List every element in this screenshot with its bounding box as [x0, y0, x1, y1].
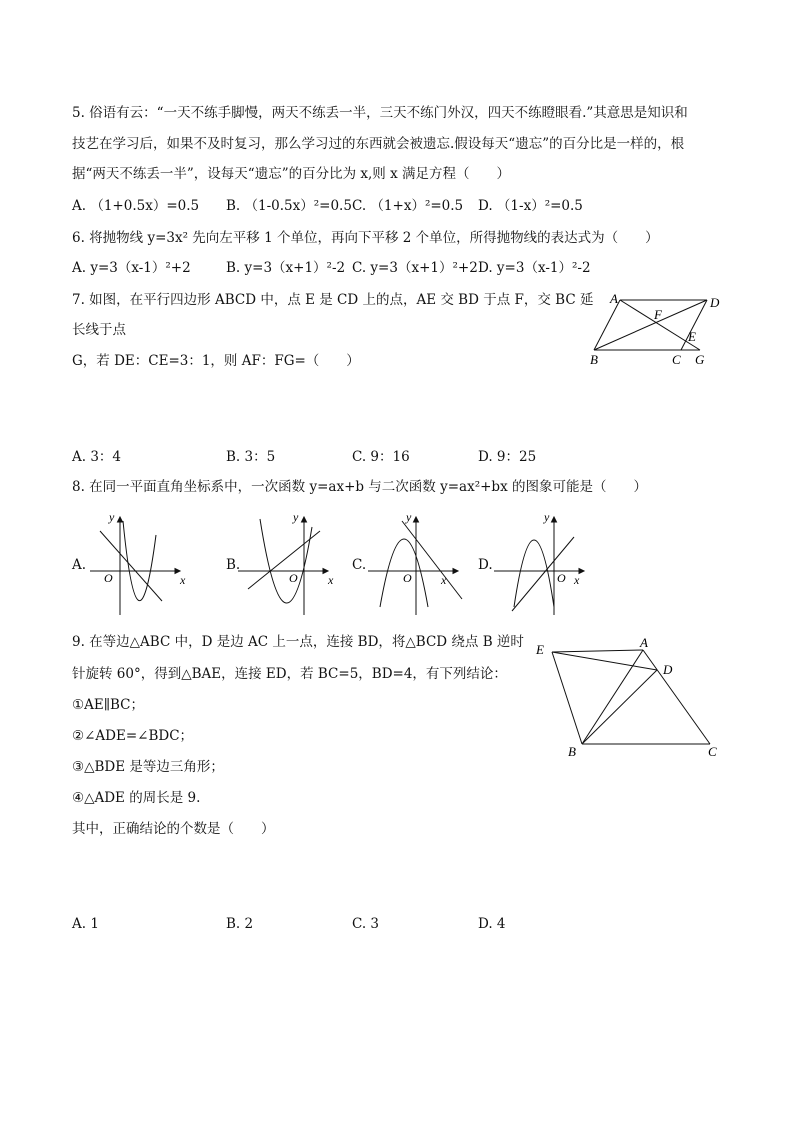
q9-conclusion-1: ①AE∥BC； — [72, 697, 144, 713]
q8-b-x-label: x — [328, 573, 334, 587]
q7-parallelogram-figure — [582, 288, 732, 368]
q5-option-b[interactable]: B. （1-0.5x）²=0.5 — [226, 198, 352, 214]
q6-stem: 6. 将抛物线 y=3x² 先向左平移 1 个单位，再向下平移 2 个单位，所得抛物线的表达式为（ ） — [72, 230, 659, 246]
q7-label-a: A — [610, 291, 618, 306]
q8-graph-c[interactable] — [368, 507, 478, 617]
q9-label-b: B — [568, 744, 576, 759]
q7-label-d: D — [710, 295, 720, 310]
q6-option-d[interactable]: D. y=3（x-1）²-2 — [478, 260, 591, 276]
q9-label-a: A — [640, 635, 648, 650]
q9-label-c: C — [708, 744, 717, 759]
q8-a-x-label: x — [180, 573, 186, 587]
q7-label-b: B — [590, 352, 598, 367]
q8-d-x-label: x — [574, 573, 580, 587]
q8-graph-a[interactable] — [90, 507, 200, 617]
q9-option-b[interactable]: B. 2 — [226, 916, 254, 932]
q7-line-2: 长线于点 — [72, 322, 126, 338]
q8-b-y-label: y — [293, 510, 299, 524]
q8-option-a-letter[interactable]: A. — [72, 557, 87, 573]
q8-stem: 8. 在同一平面直角坐标系中，一次函数 y=ax+b 与二次函数 y=ax²+bx 的图象可能是（ ） — [72, 479, 647, 495]
q9-option-c[interactable]: C. 3 — [352, 916, 380, 932]
q7-line-3: G，若 DE：CE=3：1，则 AF：FG=（ ） — [72, 353, 360, 369]
q6-option-a[interactable]: A. y=3（x-1）²+2 — [72, 260, 191, 276]
q7-label-f: F — [654, 307, 662, 322]
q9-line-1: 9. 在等边△ABC 中，D 是边 AC 上一点，连接 BD，将△BCD 绕点 B 逆时 — [72, 634, 524, 650]
q8-d-y-label: y — [544, 510, 550, 524]
q8-c-origin: O — [403, 571, 412, 585]
q8-graph-b[interactable] — [238, 507, 348, 617]
q9-question: 其中，正确结论的个数是（ ） — [72, 821, 275, 837]
q5-option-c[interactable]: C. （1+x）²=0.5 — [352, 198, 464, 214]
q8-a-origin: O — [104, 571, 113, 585]
q9-option-a[interactable]: A. 1 — [72, 916, 99, 932]
q7-label-e: E — [688, 329, 696, 344]
q6-option-c[interactable]: C. y=3（x+1）²+2 — [352, 260, 478, 276]
q9-conclusion-4: ④△ADE 的周长是 9. — [72, 790, 201, 806]
q8-c-x-label: x — [441, 573, 447, 587]
q7-option-b[interactable]: B. 3：5 — [226, 449, 276, 465]
q9-label-e: E — [536, 642, 544, 657]
q9-label-d: D — [663, 662, 673, 677]
q8-graph-d[interactable] — [494, 507, 604, 617]
q9-triangle-figure — [530, 630, 730, 762]
q9-line-2: 针旋转 60°，得到△BAE，连接 ED，若 BC=5，BD=4，有下列结论： — [72, 666, 507, 682]
q8-d-origin: O — [557, 571, 566, 585]
q9-conclusion-2: ②∠ADE=∠BDC； — [72, 728, 194, 744]
q8-option-c-letter[interactable]: C. — [352, 557, 367, 573]
q5-line-1: 5. 俗语有云：“一天不练手脚慢，两天不练丢一半，三天不练门外汉，四天不练瞪眼看.”其意思是知识和 — [72, 105, 688, 121]
q5-option-a[interactable]: A. （1+0.5x）=0.5 — [72, 198, 200, 214]
q7-option-a[interactable]: A. 3：4 — [72, 449, 122, 465]
q8-b-origin: O — [289, 571, 298, 585]
q7-option-c[interactable]: C. 9：16 — [352, 449, 410, 465]
q7-line-1: 7. 如图，在平行四边形 ABCD 中，点 E 是 CD 上的点，AE 交 BD 于点 F，交 BC 延 — [72, 292, 594, 308]
q7-label-g: G — [695, 352, 705, 367]
q5-option-d[interactable]: D. （1-x）²=0.5 — [478, 198, 583, 214]
q6-option-b[interactable]: B. y=3（x+1）²-2 — [226, 260, 346, 276]
q8-a-y-label: y — [109, 510, 115, 524]
q7-option-d[interactable]: D. 9：25 — [478, 449, 537, 465]
q7-label-c: C — [672, 352, 681, 367]
q5-line-2: 技艺在学习后，如果不及时复习，那么学习过的东西就会被遗忘.假设每天“遗忘”的百分比是一样的，根 — [72, 136, 685, 152]
q8-c-y-label: y — [406, 510, 412, 524]
q5-line-3: 据“两天不练丢一半”，设每天“遗忘”的百分比为 x,则 x 满足方程（ ） — [72, 166, 510, 182]
q9-option-d[interactable]: D. 4 — [478, 916, 506, 932]
q8-option-b-letter[interactable]: B. — [226, 557, 241, 573]
q8-option-d-letter[interactable]: D. — [478, 557, 493, 573]
q9-conclusion-3: ③△BDE 是等边三角形； — [72, 759, 224, 775]
